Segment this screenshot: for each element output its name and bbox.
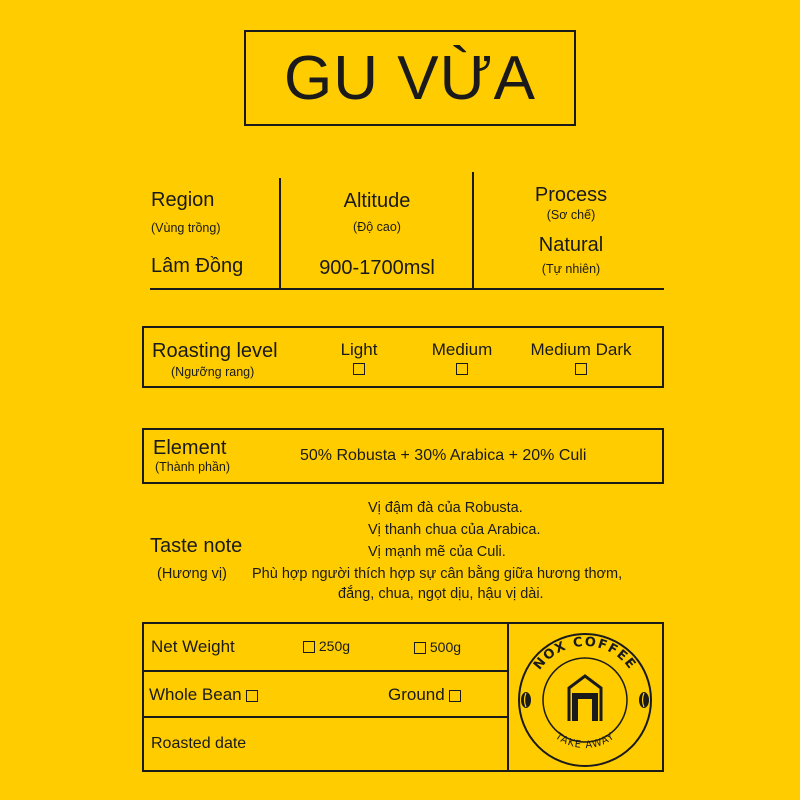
whole-bean-label: Whole Bean <box>149 685 242 704</box>
process-sub: (Sơ chế) <box>546 208 596 222</box>
title-box <box>244 30 576 126</box>
region-sub: (Vùng trồng) <box>151 221 221 235</box>
coffee-bean-icon <box>639 692 649 708</box>
checkbox-light[interactable] <box>353 363 365 375</box>
taste-desc-1: Phù hợp người thích hợp sự cân bằng giữa hương thơm, <box>252 566 623 582</box>
taste-lines <box>368 497 541 563</box>
taste-sub: (Hương vị) <box>157 566 227 582</box>
spec-divider-2 <box>472 172 474 288</box>
house-logo-icon <box>569 676 601 721</box>
altitude-value: 900-1700msl <box>319 257 435 279</box>
taste-line: Vị thanh chua của Arabica. <box>368 522 541 538</box>
altitude-label: Altitude <box>343 190 411 212</box>
roasting-label: Roasting level <box>152 340 278 362</box>
roast-option-label: Medium Dark <box>530 340 632 359</box>
roasting-sub: (Ngưỡng rang) <box>171 365 255 379</box>
roast-option-label: Medium <box>431 340 493 359</box>
element-sub: (Thành phần) <box>155 460 231 474</box>
logo-inner-ring <box>543 658 627 742</box>
process-value: Natural <box>538 234 604 256</box>
checkbox-250g[interactable] <box>303 641 315 653</box>
process-label: Process <box>534 184 608 206</box>
checkbox-500g[interactable] <box>414 642 426 654</box>
coffee-bean-icon <box>521 692 531 708</box>
ground-label: Ground <box>388 685 445 704</box>
checkbox-medium[interactable] <box>456 363 468 375</box>
taste-line: Vị đậm đà của Robusta. <box>368 500 523 516</box>
roast-option-medium-dark <box>522 340 640 378</box>
checkbox-ground[interactable] <box>449 690 461 702</box>
taste-label: Taste note <box>150 535 243 557</box>
altitude-sub: (Độ cao) <box>353 220 401 234</box>
process-value-sub: (Tự nhiên) <box>541 262 601 276</box>
taste-line: Vị mạnh mẽ của Culi. <box>368 544 506 560</box>
whole-bean-option <box>149 685 258 705</box>
roast-option-label: Light <box>340 340 378 359</box>
taste-desc-2: đắng, chua, ngọt dịu, hậu vị dài. <box>338 586 544 602</box>
weight-option-250 <box>303 638 350 654</box>
nox-coffee-logo <box>509 624 662 770</box>
weight-option-500 <box>414 639 461 655</box>
region-value: Lâm Đồng <box>151 255 244 277</box>
weight-500-label: 500g <box>429 639 462 655</box>
weight-250-label: 250g <box>318 638 351 654</box>
checkbox-whole-bean[interactable] <box>246 690 258 702</box>
element-value: 50% Robusta + 30% Arabica + 20% Culi <box>300 447 587 464</box>
logo-top-text: NOX COFFEE <box>530 634 640 673</box>
checkbox-medium-dark[interactable] <box>575 363 587 375</box>
net-weight-label: Net Weight <box>151 637 235 656</box>
table-divider-row-2 <box>142 716 508 718</box>
roast-option-medium <box>420 340 504 378</box>
roast-option-light <box>318 340 400 378</box>
region-label: Region <box>151 189 215 211</box>
roasted-date-label: Roasted date <box>151 735 247 752</box>
table-divider-row-1 <box>142 670 508 672</box>
product-title: GU VỪA <box>284 43 536 113</box>
element-label: Element <box>153 437 227 459</box>
ground-option <box>388 685 461 705</box>
logo-bottom-text: TAKE AWAY <box>553 730 617 752</box>
spec-divider-1 <box>279 178 281 288</box>
spec-underline <box>150 288 664 290</box>
